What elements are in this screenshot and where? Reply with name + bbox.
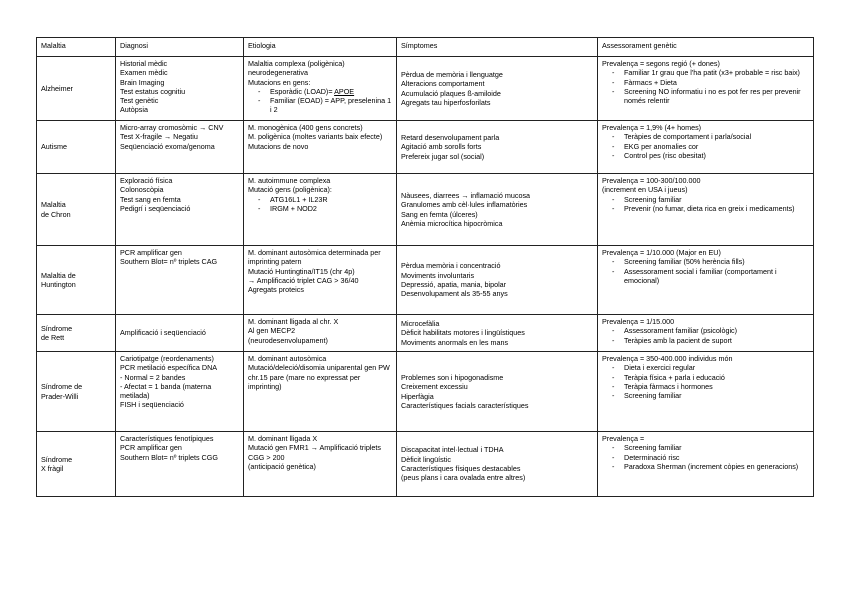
etiologia-cell: [244, 432, 397, 497]
diagnosi-line: Examen mèdic: [120, 68, 168, 78]
diagnosi-line: Autòpsia: [120, 105, 148, 115]
assessorament-line: Prevalença = 1/10.000 (Major en EU): [602, 248, 721, 257]
etiologia-cell: [244, 121, 397, 174]
assessorament-list: [602, 132, 809, 160]
assessorament-list: [602, 195, 809, 214]
assessorament-list: [602, 363, 809, 400]
diagnosi-cell: [116, 174, 244, 246]
etiologia-cell: [244, 57, 397, 121]
assessorament-line: Prevalença = 100-300/100.000: [602, 176, 701, 185]
simptoma-line: Nàusees, diarrees → inflamació mucosa: [401, 190, 531, 200]
simptomes-cell: [397, 432, 598, 497]
assessorament-cell: [598, 315, 814, 352]
table-row: [37, 121, 814, 174]
simptoma-line: Pèrdua memòria i concentració: [401, 261, 501, 271]
simptoma-line: Acumulació plaques ß-amiloide: [401, 88, 501, 98]
etiologia-cell: [244, 174, 397, 246]
etiologia-item-text: Familiar (EOAD) = APP, preselenina 1 i 2: [270, 96, 392, 115]
simptoma-line: Creixement excessiu: [401, 382, 468, 392]
assessorament-item: - Dieta i exercici regular: [624, 363, 809, 372]
assessorament-cell: [598, 246, 814, 315]
assessorament-line: Prevalença =: [602, 434, 645, 443]
disease-cell: [37, 121, 116, 174]
assessorament-cell: [598, 432, 814, 497]
gene-name: APOE: [334, 86, 355, 96]
simptomes-cell: [397, 315, 598, 352]
assessorament-line: Prevalença = 1/15.000: [602, 317, 675, 326]
simptoma-line: Depressió, apatia, mania, bipolar: [401, 280, 507, 289]
assessorament-item: - Teràpia física + parla i educació: [624, 373, 809, 382]
etiologia-cell: [244, 315, 397, 352]
assessorament-item: - Prevenir (no fumar, dieta rica en greix i medicaments): [624, 204, 809, 213]
assessorament-item: - Screening NO informatiu i no es pot fer res per prevenir només relentir: [624, 87, 809, 106]
diagnosi-line: Exploració física: [120, 176, 173, 185]
assessorament-item: - Teràpies amb la pacient de suport: [624, 336, 809, 345]
simptoma-line: Prefereix jugar sol (social): [401, 151, 485, 161]
etiologia-cell: [244, 352, 397, 432]
etiologia-line: M. autoimmune complexa: [248, 176, 331, 185]
disease-name: Síndrome: [41, 454, 73, 464]
table-row: [37, 57, 814, 121]
simptoma-line: Dèficit lingüístic: [401, 454, 451, 464]
diagnosi-line: PCR amplificar gen: [120, 443, 182, 453]
disease-name: Malaltia: [41, 200, 66, 210]
simptoma-line: Agregats tau hiperfosforilats: [401, 97, 491, 107]
disease-name: Síndrome de: [41, 382, 83, 392]
assessorament-item: - Paradoxa Sherman (increment còpies en generacions): [624, 462, 809, 471]
disease-name: Prader-Willi: [41, 391, 79, 401]
etiologia-line: Agregats proteics: [248, 285, 304, 295]
diagnosi-line: Test sang en femta: [120, 194, 181, 204]
diagnosi-line: Southern Blot= nº triplets CGG: [120, 452, 218, 462]
simptoma-line: Hiperfàgia: [401, 391, 434, 401]
simptoma-line: (peus plans i cara ovalada entre altres): [401, 473, 526, 483]
simptoma-line: Desenvolupament als 35-55 anys: [401, 289, 508, 299]
etiologia-list: [248, 87, 392, 115]
header-malaltia: Malaltia: [37, 38, 116, 57]
assessorament-item: - Teràpia fàrmacs i hormones: [624, 382, 809, 391]
etiologia-line: (anticipació genètica): [248, 461, 316, 471]
etiologia-item: [270, 204, 392, 213]
diagnosi-line: - Normal = 2 bandes: [120, 372, 186, 382]
diagnosi-line: PCR metilació específica DNA: [120, 363, 218, 373]
etiologia-item-text: Esporàdic (LOAD)=: [270, 86, 335, 96]
assessorament-list: [602, 326, 809, 345]
assessorament-line: (increment en USA i jueus): [602, 185, 688, 195]
header-etiologia: Etiologia: [244, 38, 397, 57]
etiologia-line: Mutacions de novo: [248, 141, 309, 151]
diagnosi-line: Test genètic: [120, 96, 159, 106]
disease-cell: [37, 315, 116, 352]
etiologia-line: M. dominant autosòmica: [248, 354, 327, 363]
assessorament-list: [602, 68, 809, 105]
etiologia-line: M. dominant autosòmica determinada per imprinting patern: [248, 248, 381, 267]
assessorament-line: Prevalença = 1,9% (4+ homes): [602, 123, 702, 132]
etiologia-line: (neurodesenvolupament): [248, 335, 328, 345]
assessorament-item: - Familiar 1r grau que l'ha patit (x3+ probable = risc baix): [624, 68, 809, 77]
simptoma-line: Anèmia microcítica hipocròmica: [401, 218, 503, 228]
diagnosi-line: Característiques fenotípiques: [120, 434, 214, 443]
etiologia-line: M. dominant lligada X: [248, 434, 318, 443]
disease-cell: [37, 352, 116, 432]
assessorament-line: Prevalença = 350-400.000 individus món: [602, 354, 733, 363]
assessorament-list: [602, 443, 809, 471]
diagnosi-cell: [116, 121, 244, 174]
diagnosi-line: Colonoscòpia: [120, 185, 164, 195]
simptomes-cell: [397, 352, 598, 432]
diagnosi-cell: [116, 57, 244, 121]
assessorament-item: - Fàrmacs + Dieta: [624, 78, 809, 87]
etiologia-line: neurodegenerativa: [248, 68, 308, 78]
diagnosi-line: Test X-fragile → Negatiu: [120, 132, 198, 142]
assessorament-item: - Assessorament familiar (psicològic): [624, 326, 809, 335]
assessorament-item: - Screening familiar: [624, 195, 809, 204]
disease-name: Huntington: [41, 280, 76, 289]
assessorament-cell: [598, 352, 814, 432]
diagnosi-line: PCR amplificar gen: [120, 248, 182, 257]
etiologia-item-text: IRGM + NOD2: [270, 203, 317, 213]
diagnosi-line: Micro-array cromosòmic → CNV: [120, 123, 224, 132]
table-row: [37, 246, 814, 315]
assessorament-item: - EKG per anomalies cor: [624, 142, 809, 151]
diagnosi-line: Southern Blot= nº triplets CAG: [120, 257, 218, 267]
assessorament-item: - Screening familiar: [624, 443, 809, 452]
disease-name: de Rett: [41, 333, 65, 342]
assessorament-list: [602, 257, 809, 285]
assessorament-item: - Control pes (risc obesitat): [624, 151, 809, 160]
disease-name: Malaltia de: [41, 270, 76, 280]
assessorament-line: Prevalença = segons regió (+ dones): [602, 59, 720, 68]
disease-name: Alzheimer: [41, 83, 73, 93]
etiologia-line: Malaltia complexa (poligènica): [248, 59, 345, 68]
genetic-diseases-table: [36, 37, 814, 497]
assessorament-item: - Teràpies de comportament i parla/social: [624, 132, 809, 141]
diagnosi-line: Historial mèdic: [120, 59, 168, 68]
simptomes-cell: [397, 246, 598, 315]
diagnosi-line: Pedigrí i seqüenciació: [120, 203, 191, 213]
disease-name: de Chron: [41, 209, 71, 219]
simptoma-line: Característiques físiques destacables: [401, 464, 521, 473]
table-row: [37, 432, 814, 497]
assessorament-item: - Screening familiar: [624, 391, 809, 400]
diagnosi-cell: [116, 432, 244, 497]
simptomes-cell: [397, 121, 598, 174]
simptoma-line: Característiques facials característiques: [401, 400, 529, 410]
etiologia-line: Mutació gens (poligènica):: [248, 185, 332, 195]
etiologia-line: → Amplificació triplet CAG > 36/40: [248, 275, 359, 285]
simptoma-line: Problemes son i hipogonadisme: [401, 372, 504, 382]
simptoma-line: Alteracions comportament: [401, 79, 485, 89]
table-row: [37, 352, 814, 432]
header-diagnosi: Diagnosi: [116, 38, 244, 57]
simptoma-line: Moviments anormals en les mans: [401, 337, 509, 347]
table-row: [37, 174, 814, 246]
diagnosi-line: FISH i seqüenciació: [120, 400, 184, 410]
etiologia-line: M. dominant lligada al chr. X: [248, 317, 339, 326]
diagnosi-line: Seqüenciació exoma/genoma: [120, 141, 215, 151]
assessorament-item: - Screening familiar (50% herència fills): [624, 257, 809, 266]
diagnosi-cell: [116, 246, 244, 315]
simptomes-cell: [397, 174, 598, 246]
etiologia-line: Mutació/deleció/disomia uniparental gen PW chr.15 pare (mare no expressat per imprinting): [248, 363, 390, 391]
etiologia-line: Mutació Huntingtina/IT15 (chr 4p): [248, 266, 355, 276]
simptoma-line: Pèrdua de memòria i llenguatge: [401, 69, 503, 79]
etiologia-line: Mutació gen FMR1 → Amplificació triplets CGG > 200: [248, 443, 382, 462]
simptoma-line: Sang en femta (úlceres): [401, 209, 478, 219]
diagnosi-cell: [116, 352, 244, 432]
header-simptomes: Símptomes: [397, 38, 598, 57]
header-row: [37, 38, 814, 57]
assessorament-item: - Assessorament social i familiar (comportament i emocional): [624, 267, 809, 286]
diagnosi-line: Brain Imaging: [120, 77, 165, 87]
disease-name: Autisme: [41, 142, 67, 152]
etiologia-line: Al gen MECP2: [248, 326, 296, 336]
etiologia-cell: [244, 246, 397, 315]
etiologia-item: [270, 87, 392, 96]
simptomes-cell: [397, 57, 598, 121]
disease-cell: [37, 246, 116, 315]
diagnosi-cell: [116, 315, 244, 352]
simptoma-line: Moviments involuntaris: [401, 270, 475, 280]
assessorament-cell: [598, 174, 814, 246]
simptoma-line: Agitació amb sorolls forts: [401, 142, 482, 152]
simptoma-line: Dèficit habilitats motores i lingüístiques: [401, 328, 525, 338]
disease-name: Síndrome: [41, 323, 73, 333]
disease-cell: [37, 57, 116, 121]
etiologia-line: Mutacions en gens:: [248, 77, 311, 87]
header-assessorament: Assessorament genètic: [598, 38, 814, 57]
diagnosi-line: - Afectat = 1 banda (materna metilada): [120, 381, 212, 401]
etiologia-line: M. monogènica (400 gens concrets): [248, 123, 363, 132]
etiologia-list: [248, 195, 392, 214]
disease-cell: [37, 174, 116, 246]
simptoma-line: Granulomes amb cèl·lules inflamatòries: [401, 200, 528, 210]
etiologia-line: M. poligènica (moltes variants baix efecte): [248, 132, 383, 142]
table-body: [37, 57, 814, 497]
disease-name: X fràgil: [41, 464, 64, 473]
diagnosi-line: Test estatus cognitiu: [120, 86, 186, 96]
assessorament-item: - Determinació risc: [624, 453, 809, 462]
assessorament-cell: [598, 57, 814, 121]
etiologia-item: [270, 195, 392, 204]
simptoma-line: Microcefàlia: [401, 319, 440, 329]
assessorament-cell: [598, 121, 814, 174]
diagnosi-line: Cariotipatge (reordenaments): [120, 354, 214, 363]
disease-cell: [37, 432, 116, 497]
diagnosi-line: Amplificació i seqüenciació: [120, 328, 206, 338]
simptoma-line: Discapacitat intel·lectual i TDHA: [401, 445, 504, 455]
table-row: [37, 315, 814, 352]
simptoma-line: Retard desenvolupament parla: [401, 133, 500, 143]
etiologia-item: [270, 96, 392, 115]
etiologia-item-text: ATG16L1 + IL23R: [270, 194, 328, 204]
